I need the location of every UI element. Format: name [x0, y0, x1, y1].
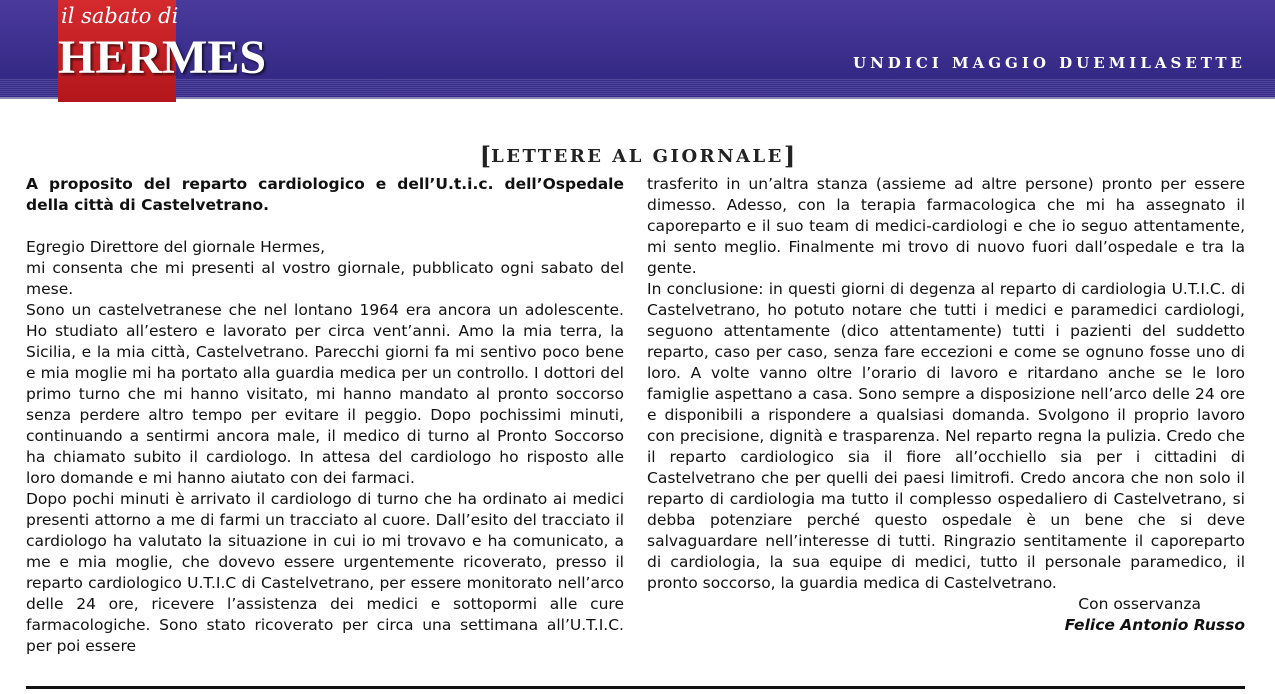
- letter-column-left: [26, 174, 624, 657]
- section-title-text: LETTERE AL GIORNALE: [491, 146, 784, 167]
- logo-tagline: il sabato di: [61, 4, 179, 28]
- letter-paragraph: Dopo pochi minuti è arrivato il cardiologo di turno che ha ordinato ai medici presenti attorno a me di farmi un tracciato al cuore. Dall’esito del tracciato il cardiologo ha valutato la situazione in cui io mi trovavo e ha comunicato, a me e mia moglie, che dovevo essere urgentemente ricoverato, presso il reparto cardiologico U.T.I.C di Castelvetrano, per essere monitorato nell’arco delle 24 ore, ricevere l’assistenza dei medici e sottopormi alle cure farmacologiche. Sono stato ricoverato per circa una settimana all’U.T.I.C. per poi essere: [26, 490, 624, 655]
- logo-name: HERMES: [58, 31, 267, 84]
- letter-paragraph: In conclusione: in questi giorni di degenza al reparto di cardiologia U.T.I.C. di Castelvetrano, ho potuto notare che tutti i medici e paramedici cardiologi, seguono attentamente (dico attentamente) tutti i pazienti del suddetto reparto, caso per caso, senza fare eccezioni e come se ognuno fosse uno di loro. A volte vanno oltre l’orario di lavoro e ritardano anche se le loro famiglie aspettano a casa. Sono sempre a disposizione nell’arco delle 24 ore e disponibili a rispondere a qualsiasi domanda. Svolgono il proprio lavoro con precisione, dignità e trasparenza. Nel reparto regna la pulizia. Credo che il reparto cardiologico sia il fiore all’occhiello sia per i cittadini di Castelvetrano che per quelli dei paesi limitrofi. Credo ancora che non solo il reparto di cardiologia ma tutto il complesso ospedaliero di Castelvetrano, si debba potenziare perché questo ospedale è un bene che si deve salvaguardare nell’interesse di tutti. Ringrazio sentitamente il caporeparto di cardiologia, la sua equipe di medici, tutto il personale paramedico, il pronto soccorso, la guardia medica di Castelvetrano.: [647, 280, 1245, 592]
- section-bracket-open: [: [479, 141, 492, 170]
- hermes-logo: [58, 0, 276, 102]
- bottom-rule: [26, 686, 1245, 689]
- letter-subject: A proposito del reparto cardiologico e dell’U.t.i.c. dell’Ospedale della città di Castelvetrano.: [26, 175, 624, 214]
- letter-salutation: Egregio Direttore del giornale Hermes,: [26, 238, 326, 256]
- letter-closing: Con osservanza: [1078, 595, 1201, 613]
- letter-signature: Felice Antonio Russo: [1064, 616, 1245, 634]
- letter-paragraph: Sono un castelvetranese che nel lontano 1964 era ancora un adolescente. Ho studiato all’estero e lavorato per circa vent’anni. Amo la mia terra, la Sicilia, e la mia città, Castelvetrano. Parecchi giorni fa mi sentivo poco bene e mia moglie mi ha portato alla guardia medica per un controllo. I dottori del primo turno che mi hanno visitato, mi hanno mandato al pronto soccorso senza perdere altro tempo per evitare il peggio. Dopo pochissimi minuti, continuando a sentirmi ancora male, il medico di turno al Pronto Soccorso ha chiamato subito il cardiologo. In attesa del cardiologo ho risposto alle loro domande e mi hanno aiutato con dei farmaci.: [26, 301, 624, 487]
- issue-date: UNDICI MAGGIO DUEMILASETTE: [853, 54, 1246, 72]
- letter-paragraph: mi consenta che mi presenti al vostro giornale, pubblicato ogni sabato del mese.: [26, 259, 624, 298]
- paragraph-spacer: [26, 216, 624, 237]
- letter-paragraph: trasferito in un’altra stanza (assieme ad altre persone) pronto per essere dimesso. Adesso, con la terapia farmacologica che mi ha assegnato il caporeparto e il suo team di medici-cardiologi e che io seguo attentamente, mi sento meglio. Finalmente mi trovo di nuovo fuori dall’ospedale e tra la gente.: [647, 175, 1245, 277]
- letter-column-right: [647, 174, 1245, 636]
- section-bracket-close: ]: [783, 141, 796, 170]
- section-title: [0, 141, 1275, 170]
